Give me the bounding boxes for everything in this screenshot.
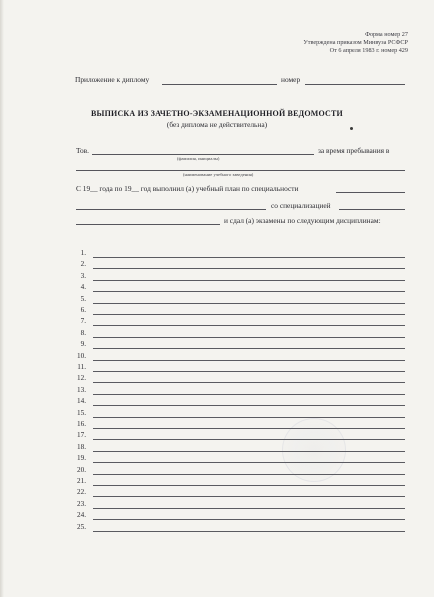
form-date-label: От 6 апреля 1983 г. номер 429: [329, 47, 408, 54]
ink-mark: [350, 127, 353, 130]
student-suffix: за время пребывания в: [318, 146, 390, 155]
discipline-field[interactable]: [93, 360, 405, 361]
item-number: 1.: [80, 249, 86, 257]
item-number: 25.: [77, 522, 86, 531]
item-number: 21.: [77, 477, 86, 485]
discipline-field[interactable]: [93, 371, 405, 372]
discipline-field[interactable]: [93, 337, 405, 338]
item-number: 7.: [80, 317, 86, 326]
discipline-field[interactable]: [93, 417, 405, 418]
item-number: 6.: [80, 306, 86, 314]
document-title: ВЫПИСКА ИЗ ЗАЧЕТНО-ЭКЗАМЕНАЦИОННОЙ ВЕДОМОСТИ: [91, 109, 343, 118]
item-number: 13.: [77, 385, 86, 394]
item-number: 22.: [77, 488, 86, 497]
discipline-field[interactable]: [93, 348, 405, 349]
discipline-field[interactable]: [93, 519, 405, 520]
discipline-field[interactable]: [93, 531, 405, 532]
form-number-label: Форма номер 27: [365, 31, 408, 38]
discipline-field[interactable]: [93, 314, 405, 315]
specialization-field[interactable]: [339, 209, 405, 210]
appendix-number-label: номер: [281, 75, 301, 84]
item-number: 4.: [80, 283, 86, 292]
study-period-text: С 19__ года по 19__ год выполнил (а) учебный план по специальности: [76, 184, 299, 193]
page-edge-shadow: [0, 0, 4, 597]
discipline-field[interactable]: [93, 291, 405, 292]
discipline-field[interactable]: [93, 257, 405, 258]
student-name-field[interactable]: [92, 154, 314, 155]
item-number: 2.: [80, 260, 86, 269]
discipline-field[interactable]: [93, 280, 405, 281]
discipline-field[interactable]: [93, 508, 405, 509]
discipline-field[interactable]: [93, 325, 405, 326]
discipline-field[interactable]: [93, 451, 405, 452]
item-number: 24.: [77, 511, 86, 520]
discipline-field[interactable]: [93, 303, 405, 304]
appendix-number-field[interactable]: [305, 84, 405, 85]
item-number: 19.: [77, 454, 86, 463]
specialty-continued-field[interactable]: [76, 209, 266, 210]
exams-label: и сдал (а) экзамены по следующим дисциплинам:: [224, 216, 381, 225]
institution-field[interactable]: [76, 170, 405, 171]
item-number: 9.: [80, 340, 86, 349]
item-number: 14.: [77, 397, 86, 406]
appendix-label: Приложение к диплому: [75, 75, 150, 84]
discipline-field[interactable]: [93, 394, 405, 395]
discipline-field[interactable]: [93, 485, 405, 486]
item-number: 10.: [77, 351, 86, 360]
discipline-field[interactable]: [93, 462, 405, 463]
item-number: 15.: [77, 408, 86, 417]
item-number: 3.: [80, 271, 86, 280]
student-prefix: Тов.: [76, 146, 89, 155]
document-subtitle: (без диплома не действительна): [166, 120, 268, 129]
item-number: 17.: [77, 431, 86, 440]
item-number: 20.: [77, 465, 86, 474]
item-number: 18.: [77, 442, 86, 451]
appendix-diploma-field[interactable]: [162, 84, 277, 85]
discipline-field[interactable]: [93, 474, 405, 475]
discipline-field[interactable]: [93, 382, 405, 383]
specialty-field[interactable]: [336, 192, 405, 193]
discipline-field[interactable]: [93, 439, 405, 440]
item-number: 8.: [80, 328, 86, 337]
form-header: [303, 31, 408, 55]
specialization-continued-field[interactable]: [76, 224, 220, 225]
discipline-field[interactable]: [93, 268, 405, 269]
form-approval-label: Утверждена приказом Минвуза РСФСР: [303, 39, 408, 46]
item-number: 23.: [77, 499, 86, 508]
item-number: 16.: [77, 420, 86, 428]
discipline-field[interactable]: [93, 428, 405, 429]
discipline-field[interactable]: [93, 405, 405, 406]
item-number: 5.: [80, 294, 86, 303]
institution-caption: (наименование учебного заведения): [183, 172, 254, 177]
discipline-field[interactable]: [93, 496, 405, 497]
item-number: 11.: [77, 363, 86, 371]
specialization-label: со специализацией: [271, 201, 331, 210]
student-name-caption: (фамилия, инициалы): [177, 156, 220, 161]
item-number: 12.: [77, 374, 86, 383]
